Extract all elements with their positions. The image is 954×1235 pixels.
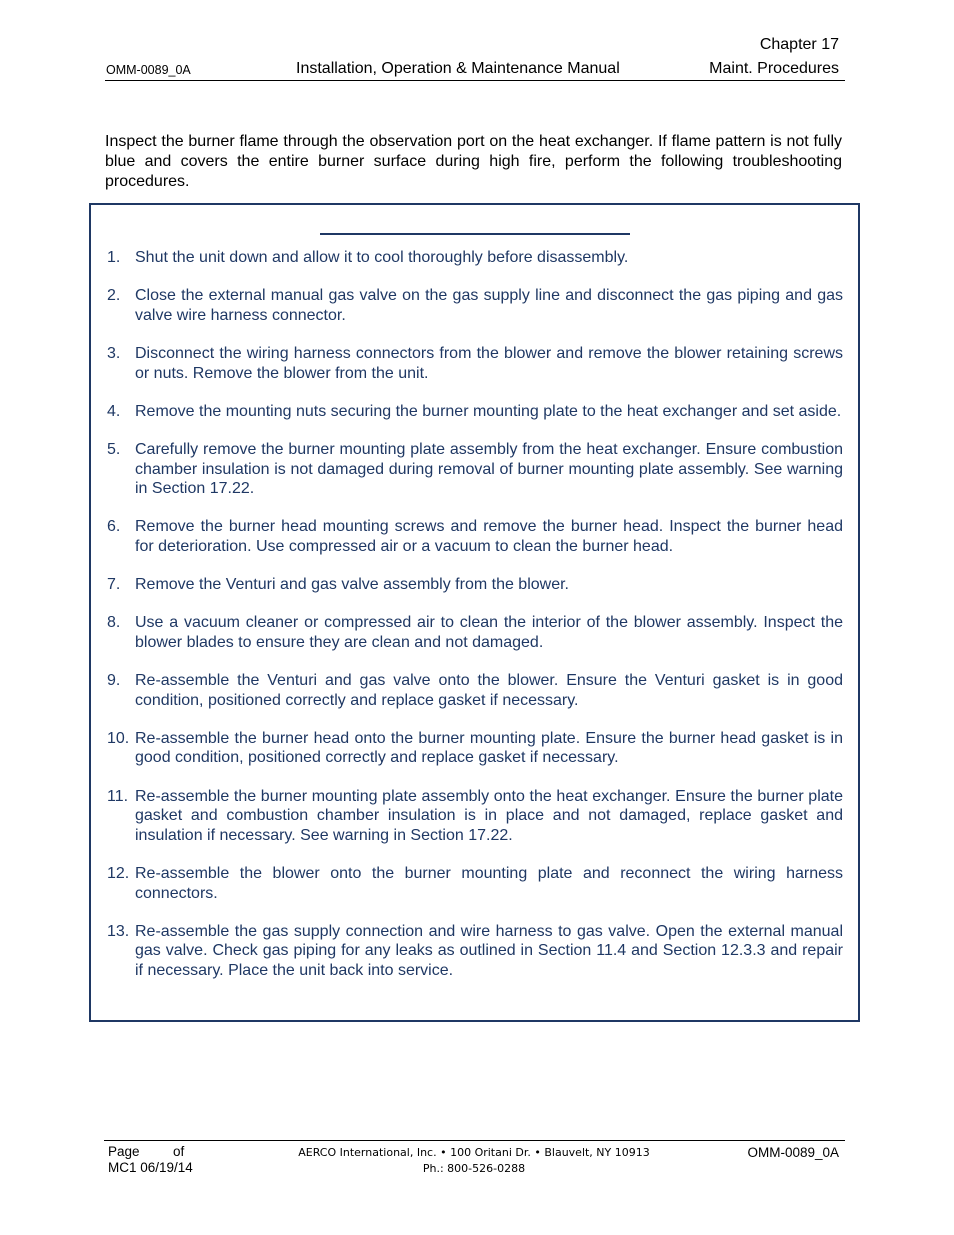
procedure-box <box>89 203 860 1022</box>
procedure-step <box>107 344 843 383</box>
step-number: 2. <box>107 287 121 305</box>
procedure-step <box>107 440 843 499</box>
intro-paragraph: Inspect the burner flame through the observation port on the heat exchanger. If flame pattern is not fully blue and covers the entire burner surface during high fire, perform the following troubleshooting procedures. <box>105 133 842 190</box>
procedure-step <box>107 517 843 556</box>
procedure-title-rule <box>320 233 630 235</box>
procedure-step <box>107 787 843 846</box>
page-footer <box>104 1140 845 1181</box>
section-label: Maint. Procedures <box>709 60 839 77</box>
footer-of-label: of <box>173 1144 185 1159</box>
footer-company: AERCO International, Inc. • 100 Oritani Dr. • Blauvelt, NY 10913 <box>298 1146 650 1159</box>
step-number: 12. <box>107 865 130 882</box>
manual-title: Installation, Operation & Maintenance Manual <box>296 60 620 77</box>
step-text: Remove the burner head mounting screws and remove the burner head. Inspect the burner head for deterioration. Use compressed air or a vacuum to clean the burner head. <box>135 518 843 555</box>
procedure-step <box>107 671 843 710</box>
step-text: Re-assemble the Venturi and gas valve onto the blower. Ensure the Venturi gasket is in good condition, positioned correctly and replace gasket if necessary. <box>135 672 843 709</box>
procedure-step <box>107 613 843 652</box>
step-number: 9. <box>107 672 121 690</box>
step-text: Shut the unit down and allow it to cool thoroughly before disassembly. <box>135 249 629 266</box>
procedure-step <box>107 402 843 422</box>
step-text: Re-assemble the burner head onto the burner mounting plate. Ensure the burner head gasket is in good condition, positioned correctly and replace gasket if necessary. <box>135 729 843 767</box>
procedure-steps <box>107 248 843 999</box>
step-text: Close the external manual gas valve on the gas supply line and disconnect the gas piping and gas valve wire harness connector. <box>135 287 843 324</box>
step-number: 6. <box>107 518 121 536</box>
procedure-step <box>107 286 843 325</box>
procedure-step <box>107 248 843 268</box>
step-text: Disconnect the wiring harness connectors from the blower and remove the blower retaining screws or nuts. Remove the blower from the unit. <box>135 344 843 382</box>
footer-phone: Ph.: 800-526-0288 <box>422 1162 526 1175</box>
step-number: 11. <box>107 787 129 805</box>
footer-doc-id: OMM-0089_0A <box>747 1145 839 1160</box>
step-text: Re-assemble the blower onto the burner mounting plate and reconnect the wiring harness connectors. <box>135 865 843 902</box>
procedure-step <box>107 575 843 595</box>
footer-page-label: Page <box>108 1144 140 1159</box>
procedure-step <box>107 729 843 768</box>
step-number: 1. <box>107 249 121 266</box>
step-number: 5. <box>107 440 121 458</box>
step-text: Use a vacuum cleaner or compressed air to clean the interior of the blower assembly. Inspect the blower blades to ensure they are clean and not damaged. <box>135 614 843 651</box>
header-doc-id: OMM-0089_0A <box>106 63 191 77</box>
procedure-step <box>107 922 843 981</box>
chapter-label: Chapter 17 <box>759 36 839 53</box>
step-number: 10. <box>107 729 130 747</box>
page-header <box>105 34 845 81</box>
step-number: 7. <box>107 576 121 594</box>
step-text: Remove the Venturi and gas valve assembly from the blower. <box>135 576 569 594</box>
step-text: Carefully remove the burner mounting plate assembly from the heat exchanger. Ensure combustion chamber insulation is not damaged during removal of burner mounting plate assembly. See warning in Section 17.22. <box>135 440 843 498</box>
step-number: 4. <box>107 402 121 420</box>
step-text: Re-assemble the burner mounting plate assembly onto the heat exchanger. Ensure the burner plate gasket and combustion chamber insulation is in place and not damaged, replace gasket and insulation if necessary. See warning in Section 17.22. <box>135 787 843 844</box>
footer-revision: MC1 06/19/14 <box>108 1160 193 1175</box>
step-text: Remove the mounting nuts securing the burner mounting plate to the heat exchanger and set aside. <box>135 402 842 420</box>
step-number: 8. <box>107 614 121 632</box>
step-number: 3. <box>107 344 121 362</box>
step-text: Re-assemble the gas supply connection and wire harness to gas valve. Open the external manual gas valve. Check gas piping for any leaks as outlined in Section 11.4 and Section 12.3.3 and repair if necessary. Place the unit back into service. <box>135 922 843 979</box>
step-number: 13. <box>107 922 130 940</box>
procedure-step <box>107 864 843 903</box>
